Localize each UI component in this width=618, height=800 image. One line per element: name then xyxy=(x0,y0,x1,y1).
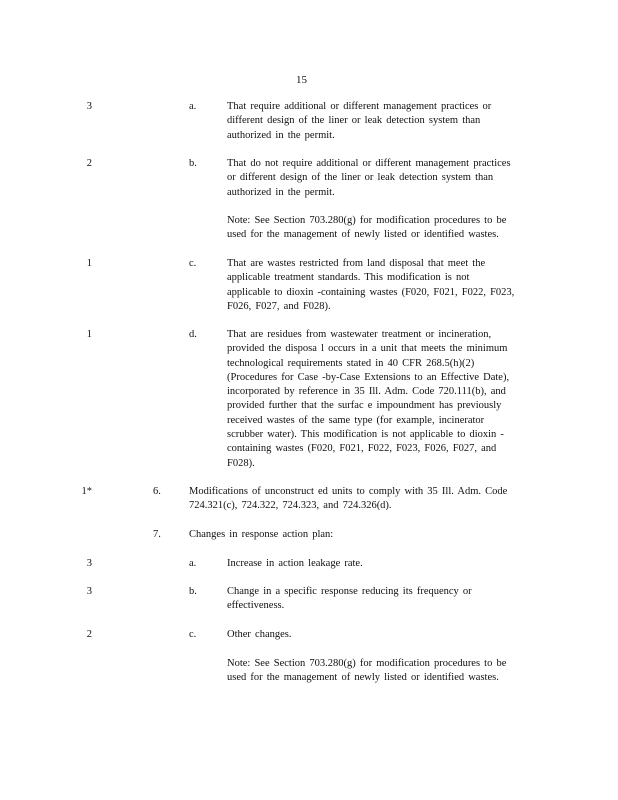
text-line: Modifications of unconstruct ed units to comply with 35 Ill. Adm. Code xyxy=(189,486,508,497)
item-text xyxy=(227,628,427,642)
modification-class: 3 xyxy=(86,101,92,112)
text-line: That require additional or different management practices or xyxy=(227,101,492,112)
modification-class: 3 xyxy=(86,558,92,569)
text-line: F026, F027, and F028). xyxy=(227,300,331,312)
text-line: 724.321(c), 724.322, 724.323, and 724.326(d). xyxy=(189,500,392,512)
text-line: Note: See Section 703.280(g) for modification procedures to be xyxy=(227,215,507,226)
text-line: incorporated by reference in 35 Ill. Adm. Code 720.111(b), and xyxy=(227,386,506,398)
item-text xyxy=(227,157,532,200)
modification-class: 1* xyxy=(81,486,92,497)
text-line: or different design of the liner or leak detection system than xyxy=(227,172,494,184)
text-line: effectiveness. xyxy=(227,600,285,612)
text-line: different design of the liner or leak detection system than xyxy=(227,115,481,127)
item-text xyxy=(189,485,534,514)
text-line: applicable to dioxin -containing wastes (F020, F021, F022, F023, xyxy=(227,286,515,298)
text-line: provided the disposa l occurs in a unit that meets the minimum xyxy=(227,343,508,355)
text-line: used for the management of newly listed or identified wastes. xyxy=(227,229,499,241)
modification-class: 2 xyxy=(86,629,92,640)
text-line: Increase in action leakage rate. xyxy=(227,558,363,569)
item-text xyxy=(189,528,389,542)
note-text xyxy=(227,214,535,243)
text-line: authorized in the permit. xyxy=(227,129,335,141)
modification-class: 2 xyxy=(86,158,92,169)
text-line: authorized in the permit. xyxy=(227,186,335,198)
text-line: used for the management of newly listed or identified wastes. xyxy=(227,672,499,684)
item-text xyxy=(227,557,427,571)
modification-class: 3 xyxy=(86,586,92,597)
text-line: technological requirements stated in 40 CFR 268.5(h)(2) xyxy=(227,357,475,369)
item-letter: b. xyxy=(189,586,197,597)
modification-class: 1 xyxy=(86,329,92,340)
text-line: F028). xyxy=(227,457,255,469)
text-line: Other changes. xyxy=(227,629,292,640)
text-line: That are wastes restricted from land disposal that meet the xyxy=(227,258,486,269)
text-line: applicable treatment standards. This modification is not xyxy=(227,272,470,284)
item-text xyxy=(227,257,535,314)
item-text xyxy=(227,585,517,614)
item-letter: a. xyxy=(189,101,197,112)
text-line: Note: See Section 703.280(g) for modification procedures to be xyxy=(227,658,507,669)
note-text xyxy=(227,657,532,686)
text-line: Change in a specific response reducing its frequency or xyxy=(227,586,472,597)
item-letter: a. xyxy=(189,558,197,569)
modification-class: 1 xyxy=(86,258,92,269)
item-letter: c. xyxy=(189,629,197,640)
text-line: received wastes of the same type (for example, incinerator xyxy=(227,414,485,426)
text-line: provided further that the surfac e impoundment has previously xyxy=(227,400,502,412)
text-line: That do not require additional or different management practices xyxy=(227,158,511,169)
item-letter: b. xyxy=(189,158,197,169)
item-letter: d. xyxy=(189,329,197,340)
item-letter: c. xyxy=(189,258,197,269)
item-number: 7. xyxy=(153,529,161,540)
page-number: 15 xyxy=(296,74,307,86)
text-line: containing wastes (F020, F021, F022, F023, F026, F027, and xyxy=(227,443,497,455)
item-number: 6. xyxy=(153,486,161,497)
text-line: (Procedures for Case -by-Case Extensions to an Effective Date), xyxy=(227,371,510,383)
item-text xyxy=(227,100,517,143)
text-line: That are residues from wastewater treatment or incineration, xyxy=(227,329,492,340)
text-line: Changes in response action plan: xyxy=(189,529,334,540)
item-text xyxy=(227,328,535,471)
text-line: scrubber water). This modification is not applicable to dioxin - xyxy=(227,429,504,441)
